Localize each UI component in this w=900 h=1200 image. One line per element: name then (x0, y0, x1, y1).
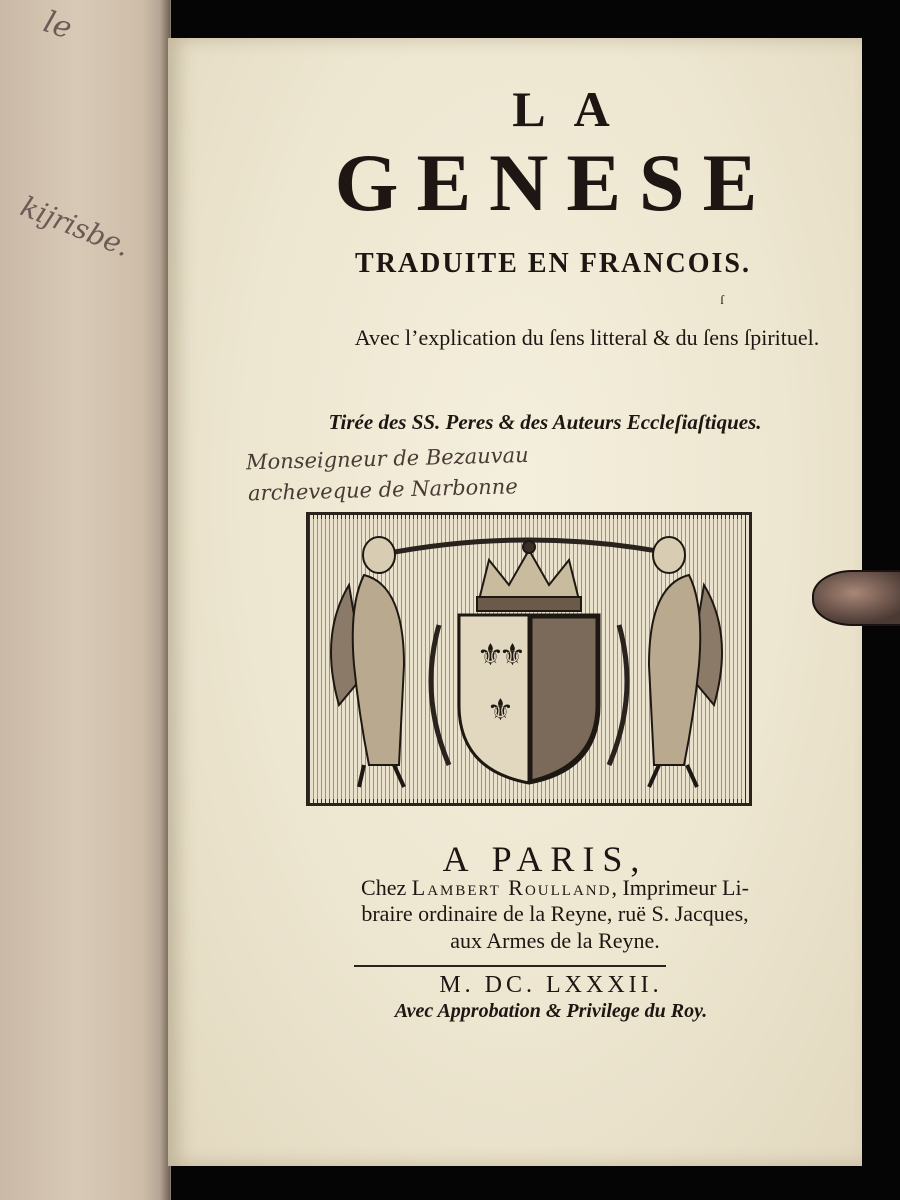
stray-mark: ſ (720, 292, 724, 307)
source-text: Tirée des SS. Peres & des Auteurs Eccleſiaſtiques. (328, 410, 762, 434)
divider-rule (354, 965, 666, 967)
flyleaf-page (0, 0, 171, 1200)
handwritten-inscription-1: Monseigneur de Bezauvau (245, 442, 529, 475)
flyleaf-handwriting-mid: kijrisbe. (15, 189, 135, 264)
flyleaf-handwriting-top: le (39, 4, 77, 47)
title-line-1: LA (512, 81, 638, 137)
svg-text:⚜: ⚜ (499, 638, 526, 673)
title-page (168, 38, 862, 1166)
imprint-chez-prefix: Chez (361, 875, 412, 900)
bookmark-ribbon (812, 570, 900, 626)
subtitle: TRADUITE EN FRANCOIS. (355, 248, 751, 279)
engraving-illustration (309, 515, 749, 803)
imprint-chez-suffix: , Imprimeur Li- (611, 875, 749, 900)
svg-text:⚜: ⚜ (477, 638, 504, 673)
imprint-printer-name: Lambert Roulland (411, 875, 612, 900)
title-line-2: GENESE (334, 137, 776, 228)
imprint-line-2: braire ordinaire de la Reyne, ruë S. Jacques, (361, 901, 749, 926)
publication-year: M. DC. LXXXII. (439, 972, 663, 998)
imprint-city: A PARIS, (442, 839, 648, 879)
handwritten-inscription-2: archeveque de Narbonne (247, 474, 519, 506)
imprint-line-1 (168, 874, 900, 901)
privilege-text: Avec Approbation & Privilege du Roy. (394, 1000, 708, 1022)
explanation-text: Avec l’explication du ſens litteral & du ſens ſpirituel. (354, 325, 820, 350)
imprint-line-3: aux Armes de la Reyne. (450, 928, 660, 953)
royal-arms-engraving (306, 512, 752, 806)
svg-text:⚜: ⚜ (487, 693, 514, 728)
